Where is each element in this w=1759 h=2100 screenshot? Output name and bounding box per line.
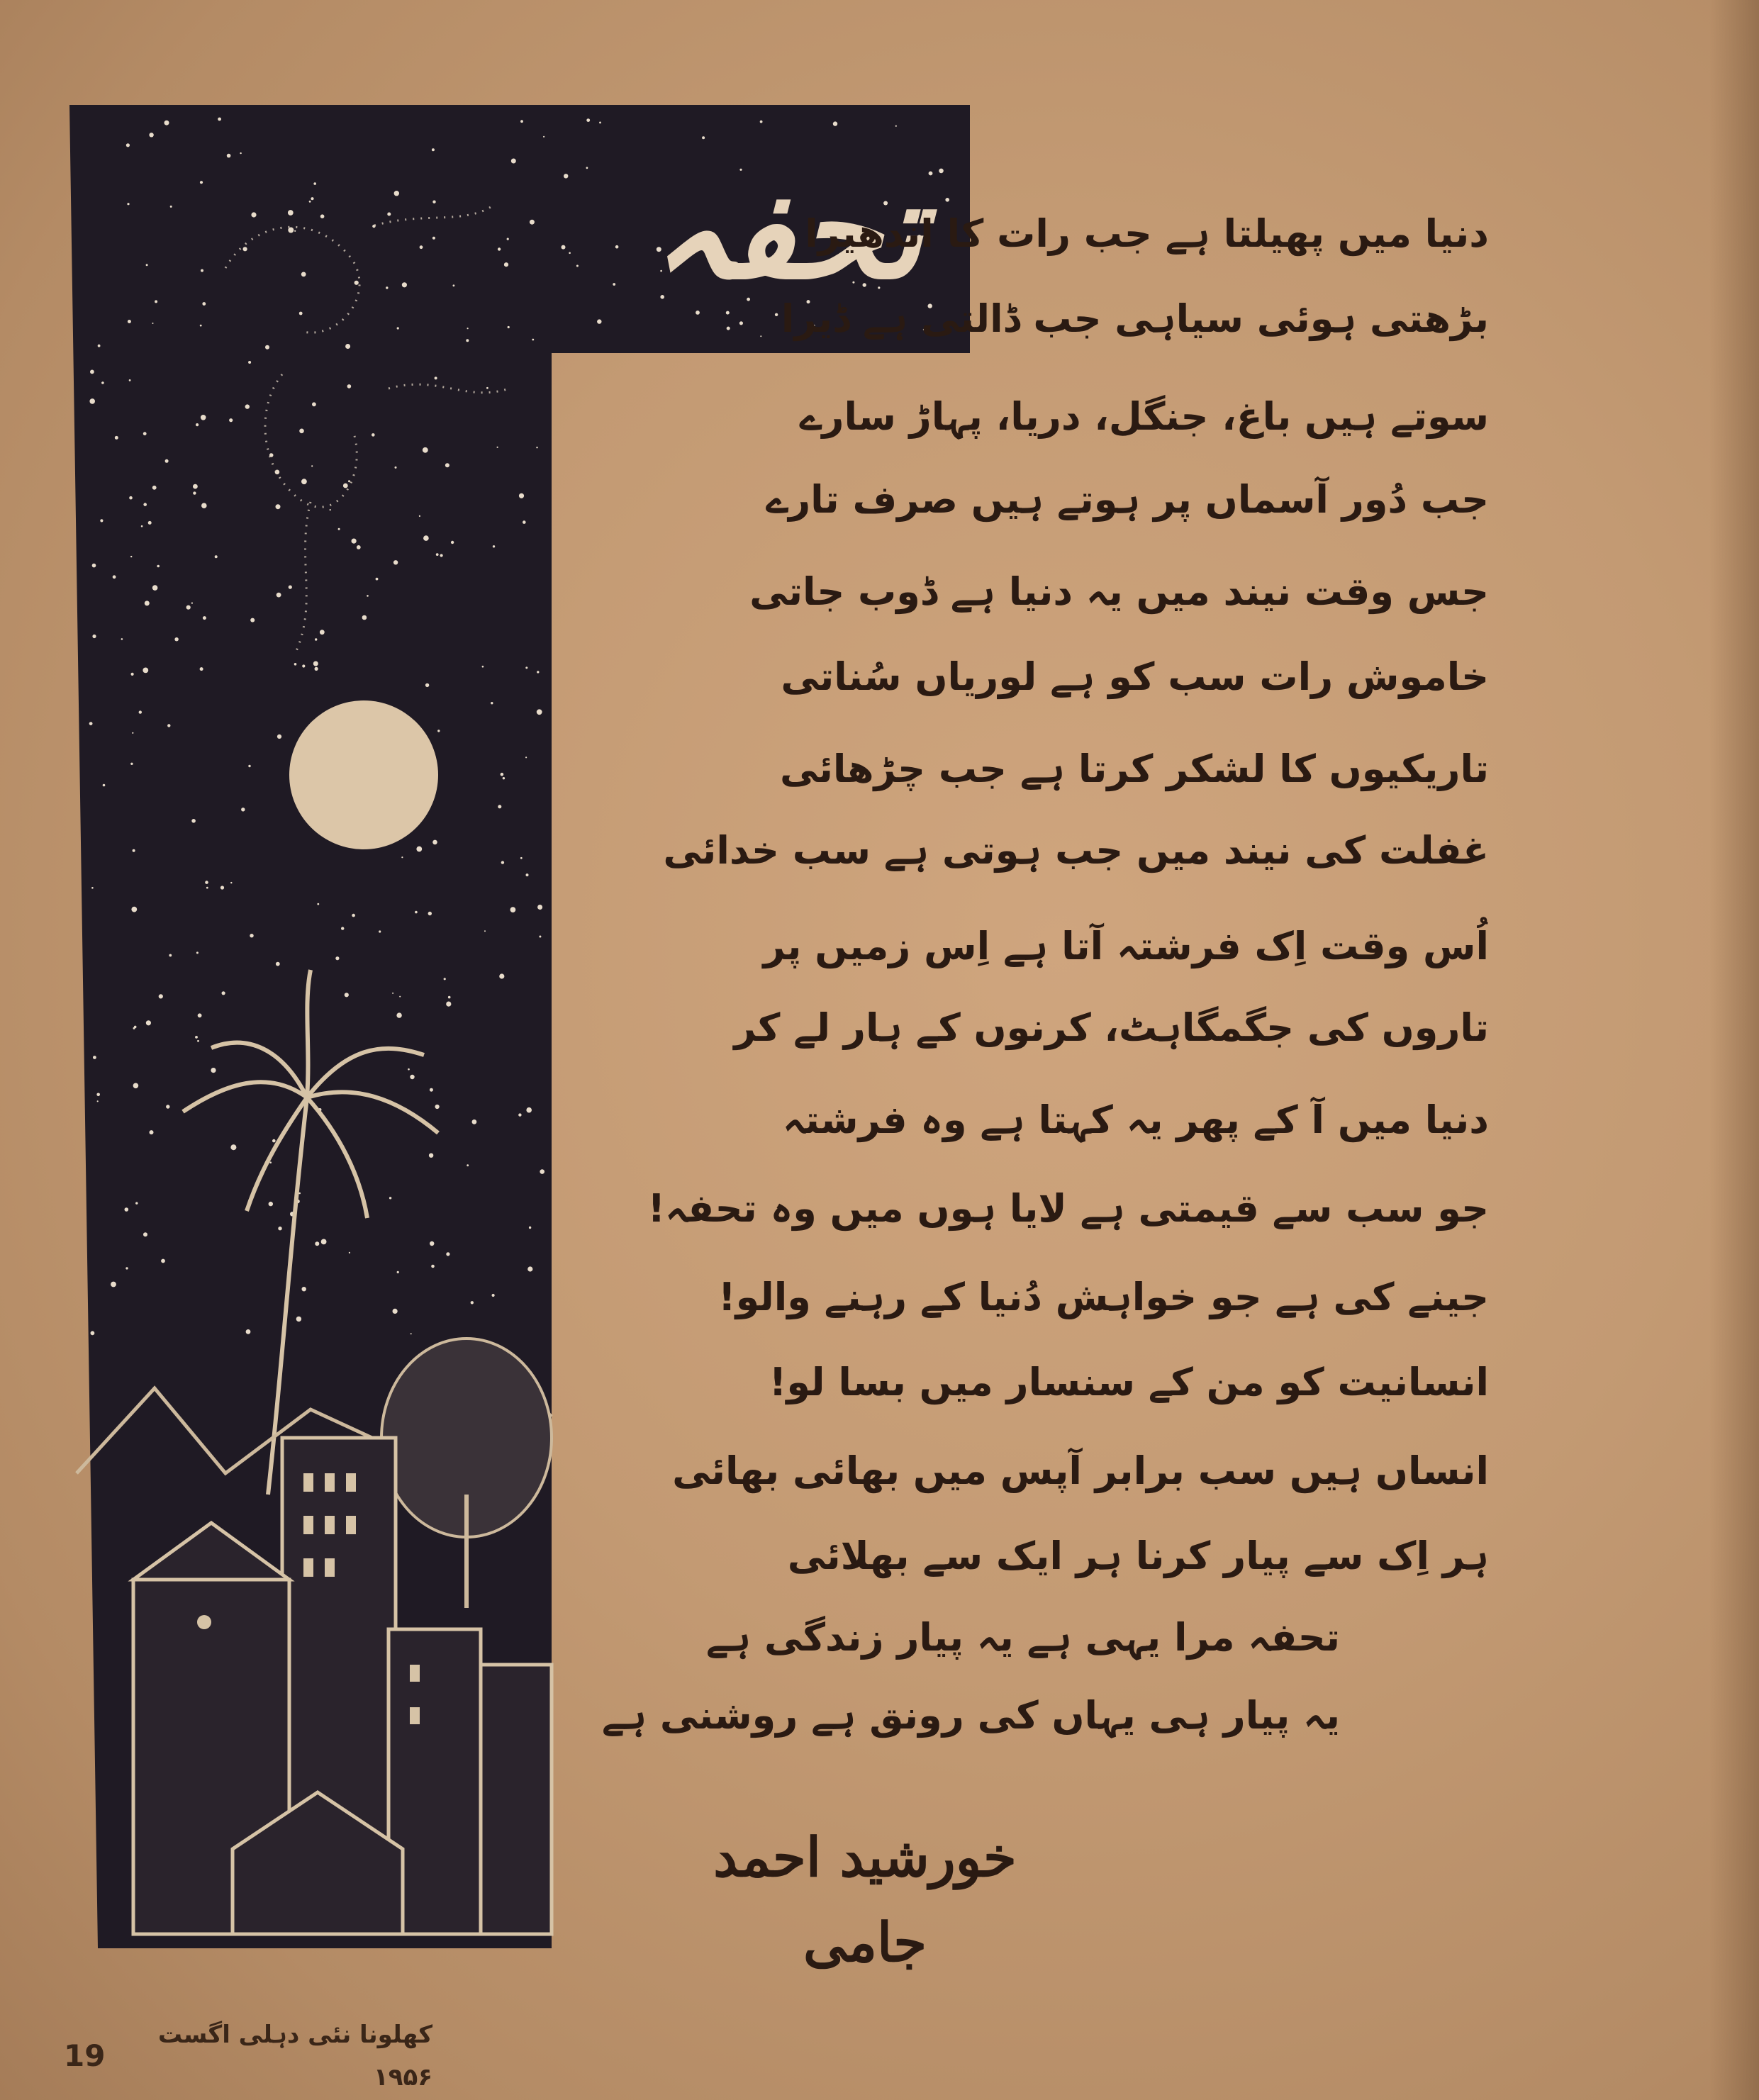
poem-line: دنیا میں پھیلتا ہے جب رات کا اندھیرا	[805, 211, 1489, 256]
star	[486, 387, 488, 389]
star	[599, 122, 601, 124]
star	[113, 575, 116, 579]
star	[415, 911, 418, 914]
star	[507, 238, 509, 240]
star	[419, 515, 420, 517]
star	[586, 118, 590, 122]
star	[493, 545, 495, 547]
star	[159, 994, 163, 998]
star	[130, 556, 132, 557]
star	[288, 210, 294, 216]
star	[537, 905, 542, 910]
star	[299, 312, 303, 315]
star	[504, 262, 508, 267]
star	[532, 339, 534, 341]
star	[408, 1068, 410, 1071]
star	[311, 197, 313, 200]
star	[155, 300, 157, 303]
poem-line: خاموش رات سب کو ہے لوریاں سُناتی	[781, 654, 1489, 699]
star	[202, 302, 206, 306]
poem-title: تحفہ	[651, 151, 923, 309]
star	[167, 724, 170, 727]
star	[510, 907, 516, 912]
star	[523, 520, 526, 524]
star	[367, 595, 369, 597]
star	[437, 730, 440, 732]
star	[101, 381, 104, 384]
star	[132, 732, 133, 734]
poem-line: بڑھتی ہوئی سیاہی جب ڈالتی ہے ڈیرا	[781, 296, 1489, 341]
star	[376, 578, 379, 581]
star	[471, 1301, 474, 1304]
star	[91, 887, 94, 889]
star	[420, 245, 423, 249]
star	[448, 996, 451, 999]
star	[530, 220, 535, 225]
star	[525, 756, 527, 758]
star	[440, 554, 443, 557]
star	[127, 203, 129, 205]
star	[357, 545, 361, 549]
star	[372, 433, 375, 437]
star	[416, 847, 422, 852]
star	[227, 154, 231, 158]
star	[89, 398, 95, 404]
footer-caption: کھلونا نئی دہلی اگست ۱۹۵۶	[157, 2021, 432, 2091]
star	[149, 133, 153, 137]
star	[121, 638, 123, 640]
star	[278, 1227, 281, 1230]
star	[91, 1331, 95, 1335]
star	[131, 673, 134, 676]
star	[248, 361, 251, 364]
star	[196, 951, 199, 954]
star	[201, 269, 203, 272]
star	[92, 564, 96, 568]
star	[174, 637, 178, 641]
star	[386, 286, 388, 289]
star	[428, 912, 432, 915]
star	[143, 1232, 147, 1236]
star	[397, 1271, 399, 1273]
star	[129, 379, 131, 381]
poem-line: ہر اِک سے پیار کرنا ہر ایک سے بھلائی	[787, 1534, 1489, 1578]
star	[467, 1164, 469, 1166]
star	[335, 956, 339, 960]
star	[203, 616, 206, 620]
star	[597, 319, 601, 323]
star	[98, 345, 101, 347]
star	[348, 480, 350, 482]
star	[251, 212, 256, 217]
star	[525, 666, 527, 669]
star	[539, 936, 541, 938]
star	[201, 503, 207, 508]
star	[230, 882, 232, 883]
star	[275, 470, 280, 475]
star	[423, 447, 428, 453]
star	[130, 763, 133, 765]
star	[501, 861, 504, 864]
star	[537, 671, 539, 673]
star	[165, 459, 169, 463]
star	[425, 683, 429, 687]
star	[431, 1265, 435, 1268]
star	[315, 1241, 319, 1246]
star	[526, 873, 529, 876]
star	[345, 344, 350, 349]
star	[467, 328, 469, 329]
star	[196, 423, 199, 426]
star	[411, 1333, 412, 1334]
star	[526, 1107, 532, 1113]
star	[152, 585, 158, 591]
poem-line: دنیا میں آ کے پھر یہ کہتا ہے وہ فرشتہ	[782, 1098, 1489, 1142]
star	[166, 1105, 169, 1108]
star	[148, 521, 152, 525]
star	[150, 1130, 154, 1134]
star	[97, 1100, 99, 1102]
star	[143, 432, 147, 435]
star	[302, 664, 305, 667]
star	[399, 996, 401, 998]
star	[96, 1093, 100, 1097]
star	[276, 504, 281, 509]
star	[345, 993, 349, 997]
star	[330, 509, 331, 510]
star	[250, 934, 253, 937]
star	[294, 663, 297, 666]
star	[294, 230, 296, 232]
moon	[289, 700, 438, 849]
poem-line: جو سب سے قیمتی ہے لایا ہوں میں وہ تحفہ!	[647, 1186, 1489, 1231]
star	[410, 1075, 414, 1079]
star	[296, 1317, 301, 1322]
star	[139, 710, 142, 713]
star	[518, 1113, 521, 1116]
poem-line: اُس وقت اِک فرشتہ آتا ہے اِس زمیں پر	[763, 924, 1489, 968]
star	[352, 914, 355, 917]
star	[320, 214, 325, 218]
star	[103, 784, 106, 787]
page-number: 19	[64, 2038, 106, 2073]
star	[198, 1013, 202, 1017]
star	[195, 1036, 198, 1039]
star	[389, 1197, 391, 1199]
star	[311, 465, 313, 467]
star	[115, 436, 118, 440]
star	[508, 326, 510, 328]
star	[186, 605, 191, 610]
star	[200, 667, 203, 671]
star	[215, 555, 218, 558]
star	[354, 281, 359, 285]
star	[492, 1294, 495, 1297]
star	[429, 1154, 433, 1158]
star	[272, 1139, 276, 1143]
star	[543, 136, 545, 138]
star	[423, 535, 429, 541]
star	[250, 618, 255, 622]
star	[432, 201, 435, 203]
star	[309, 201, 311, 203]
star	[125, 1207, 129, 1212]
star	[93, 1056, 96, 1059]
star	[277, 735, 281, 739]
star	[444, 978, 446, 980]
star	[430, 1241, 434, 1246]
poem-line: انساں ہیں سب برابر آپس میں بھائی بھائی	[672, 1448, 1489, 1493]
poem-line: تحفہ مرا یہی ہے یہ پیار زندگی ہے	[705, 1615, 1340, 1660]
star	[760, 121, 763, 123]
star	[497, 447, 498, 448]
poet-name: خورشید احمد جامی	[713, 1826, 1017, 1974]
star	[343, 484, 348, 488]
star	[245, 404, 250, 408]
star	[134, 1026, 137, 1029]
star	[352, 539, 357, 544]
poem-line: غفلت کی نیند میں جب ہوتی ہے سب خدائی	[663, 828, 1489, 873]
star	[569, 252, 571, 255]
star	[89, 722, 93, 725]
star	[191, 819, 196, 823]
star	[613, 283, 615, 286]
star	[503, 777, 505, 779]
star	[133, 1083, 139, 1089]
star	[498, 247, 501, 250]
star	[206, 887, 208, 889]
star	[564, 174, 568, 178]
star	[401, 856, 403, 858]
star	[312, 402, 316, 406]
star	[246, 1329, 251, 1334]
star	[218, 118, 221, 121]
star	[125, 1267, 128, 1269]
star	[302, 1287, 306, 1291]
star	[200, 325, 202, 327]
poem-line: تاریکیوں کا لشکر کرتا ہے جب چڑھائی	[779, 747, 1489, 791]
page-edge-shadow	[1709, 0, 1759, 2100]
star	[379, 930, 381, 932]
star	[320, 630, 325, 635]
star	[276, 962, 280, 966]
poem-line: جینے کی ہے جو خواہش دُنیا کے رہنے والو!	[718, 1275, 1489, 1319]
star	[446, 1252, 449, 1256]
star	[100, 519, 103, 522]
star	[315, 667, 318, 671]
star	[315, 638, 317, 640]
star	[396, 1012, 401, 1017]
star	[562, 245, 566, 250]
poem-line: انسانیت کو من کے سنسار میں بسا لو!	[769, 1360, 1489, 1404]
star	[484, 930, 486, 932]
star	[191, 603, 193, 604]
star	[432, 237, 435, 240]
star	[392, 993, 393, 994]
star	[128, 320, 131, 323]
star	[299, 429, 304, 434]
star	[520, 120, 523, 123]
poem-line: سوتے ہیں باغ، جنگل، دریا، پہاڑ سارے	[799, 394, 1489, 439]
star	[402, 282, 407, 287]
star	[317, 903, 319, 905]
star	[482, 666, 484, 668]
star	[141, 525, 143, 527]
star	[289, 586, 292, 589]
star	[491, 702, 493, 704]
star	[501, 773, 504, 776]
star	[472, 1119, 477, 1124]
star	[111, 1282, 116, 1288]
star	[341, 927, 344, 929]
star	[436, 553, 439, 556]
star	[393, 560, 398, 564]
star	[193, 491, 196, 494]
star	[241, 808, 245, 811]
poem-body	[601, 206, 1489, 1836]
star	[536, 447, 537, 448]
star	[230, 1144, 236, 1150]
star	[394, 191, 399, 196]
star	[146, 1020, 151, 1025]
star	[511, 159, 516, 164]
star	[265, 345, 269, 350]
star	[135, 1202, 138, 1204]
star	[321, 1239, 327, 1245]
star	[347, 384, 352, 389]
page-footer	[64, 2021, 432, 2091]
star	[301, 479, 307, 484]
star	[211, 1068, 216, 1073]
star	[152, 323, 154, 324]
star	[349, 1252, 350, 1253]
star	[586, 167, 588, 169]
poem-line: جب دُور آسماں پر ہوتے ہیں صرف تارے	[766, 477, 1489, 522]
star	[445, 463, 449, 467]
star	[269, 1161, 272, 1163]
star	[200, 181, 203, 184]
star	[576, 265, 579, 267]
star	[152, 486, 157, 490]
star	[243, 247, 247, 251]
star	[197, 1040, 199, 1042]
star	[161, 1259, 165, 1263]
star	[451, 541, 454, 544]
star	[432, 840, 437, 845]
star	[387, 213, 391, 216]
star	[92, 635, 96, 638]
star	[164, 121, 169, 125]
star	[430, 1088, 433, 1092]
poem-line: جس وقت نیند میں یہ دنیا ہے ڈوب جاتی	[749, 569, 1489, 614]
star	[338, 528, 340, 530]
star	[133, 849, 135, 852]
star	[435, 376, 437, 379]
star	[170, 206, 172, 208]
star	[146, 264, 148, 266]
star	[220, 886, 224, 889]
star	[131, 907, 137, 912]
star	[277, 593, 281, 598]
star	[205, 881, 208, 884]
star	[229, 418, 233, 422]
star	[201, 415, 206, 420]
star	[432, 148, 435, 151]
star	[397, 327, 399, 329]
star	[126, 143, 130, 147]
star	[540, 1169, 545, 1174]
star	[520, 857, 523, 859]
star	[362, 615, 367, 620]
star	[248, 765, 250, 767]
poem-line: یہ پیار ہی یہاں کی رونق ہے روشنی ہے	[601, 1693, 1340, 1738]
star	[240, 152, 241, 154]
star	[527, 1266, 532, 1271]
star	[269, 1202, 273, 1206]
star	[537, 709, 542, 715]
star	[143, 668, 148, 674]
star	[466, 339, 469, 342]
star	[529, 1227, 531, 1229]
star	[313, 182, 316, 185]
star	[499, 973, 504, 978]
star	[446, 1002, 451, 1007]
star	[90, 370, 94, 374]
star	[395, 467, 397, 469]
star	[129, 496, 133, 500]
star	[157, 565, 160, 568]
star	[193, 484, 198, 489]
star	[313, 661, 318, 666]
star	[435, 1105, 440, 1109]
star	[301, 272, 306, 277]
star	[169, 954, 172, 957]
star	[453, 284, 455, 286]
poem-line: تاروں کی جگمگاہٹ، کرنوں کے ہار لے کر	[734, 1005, 1489, 1050]
star	[143, 503, 147, 506]
star	[145, 601, 150, 605]
star	[498, 805, 501, 808]
star	[222, 991, 225, 995]
star	[519, 493, 524, 498]
star	[393, 1309, 398, 1314]
